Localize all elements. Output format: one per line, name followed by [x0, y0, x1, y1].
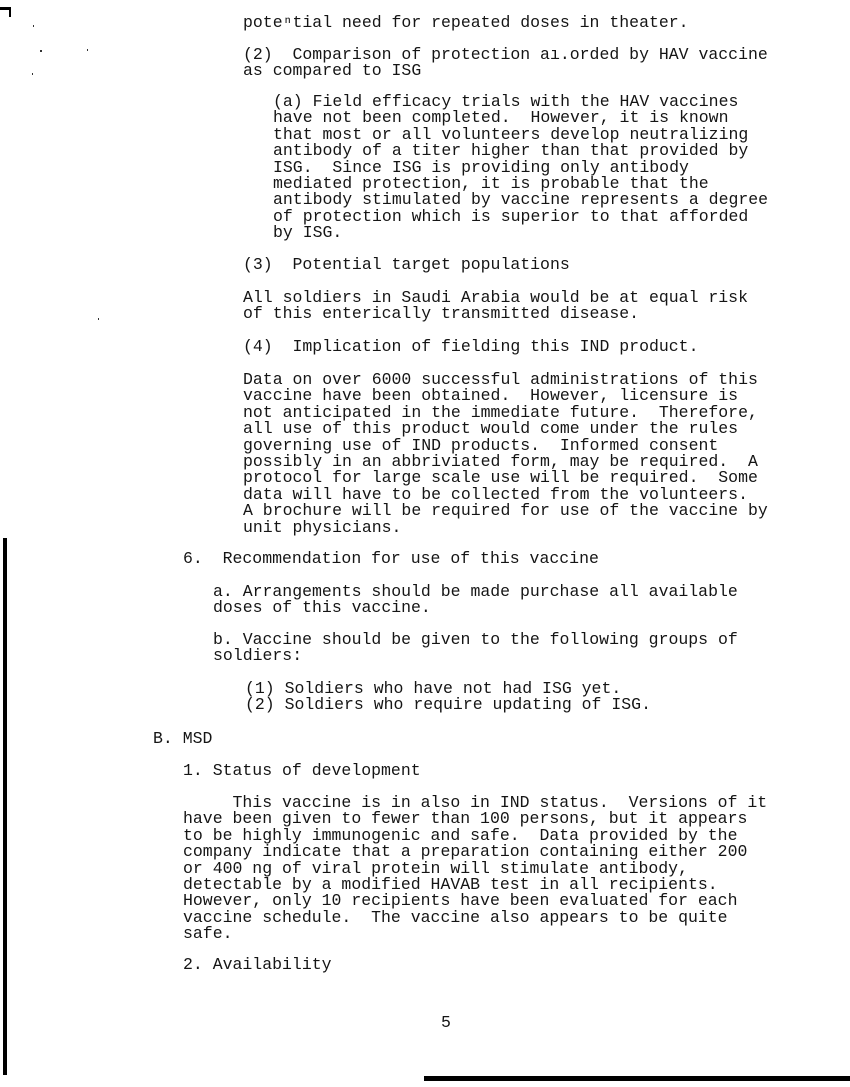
- section-6-heading: 6. Recommendation for use of this vaccine: [183, 549, 599, 568]
- scan-speck: [40, 50, 42, 52]
- section-b1-paragraph: This vaccine is in also in IND status. Versions of it have been given to fewer than 100 persons, but it appears to be highly immunogenic and safe. Data provided by the company indicate that a preparation containing either 200 or 400 ng of viral protein will stimulate antibody, detectable by a modified HAVAB test in all recipients. However, only 10 recipients have been evaluated for each vaccine schedule. The vaccine also appears to be quite safe.: [183, 793, 768, 944]
- scan-speck: [32, 73, 33, 75]
- item-2-heading: (2) Comparison of protection aı.orded by HAV vaccine as compared to ISG: [243, 45, 768, 81]
- section-b1-heading: 1. Status of development: [183, 761, 421, 780]
- item-3-heading: (3) Potential target populations: [243, 255, 570, 274]
- bottom-edge-bar: [424, 1076, 850, 1081]
- item-2a-paragraph: (a) Field efficacy trials with the HAV vaccines have not been completed. However, it is known that most or all volunteers develop neutralizing antibody of a titer higher than that provided by ISG. Since ISG is providing only antibody mediated protection, it is probable that the antibody stimulated by vaccine represents a degree of protection which is superior to that afforded by ISG.: [273, 92, 769, 243]
- scan-speck: [33, 25, 34, 27]
- item-4-paragraph: Data on over 6000 successful administrations of this vaccine have been obtained. However, licensure is not anticipated in the immediate future. Therefore, all use of this product would come under the rules governing use of IND products. Informed consent possibly in an abbriviated form, may be required. A protocol for large scale use will be required. Some data will have to be collected from the volunteers. A brochure will be required for use of the vaccine by unit physicians.: [243, 370, 768, 537]
- page-number: 5: [441, 1013, 451, 1032]
- corner-mark-vertical: [9, 7, 11, 17]
- item-4-heading: (4) Implication of fielding this IND product.: [243, 337, 699, 356]
- section-b2-heading: 2. Availability: [183, 955, 332, 974]
- scan-speck: [87, 49, 88, 51]
- section-6b-paragraph: b. Vaccine should be given to the following groups of soldiers:: [213, 630, 738, 666]
- section-6a-paragraph: a. Arrangements should be made purchase all available doses of this vaccine.: [213, 582, 738, 618]
- scan-speck: [98, 318, 99, 320]
- section-b-heading: B. MSD: [153, 729, 213, 748]
- continuation-text: poteⁿtial need for repeated doses in theater.: [243, 13, 689, 32]
- left-margin-bar: [3, 538, 7, 1075]
- item-3-paragraph: All soldiers in Saudi Arabia would be at equal risk of this enterically transmitted disease.: [243, 288, 748, 324]
- section-6b-list: (1) Soldiers who have not had ISG yet. (2) Soldiers who require updating of ISG.: [245, 679, 651, 715]
